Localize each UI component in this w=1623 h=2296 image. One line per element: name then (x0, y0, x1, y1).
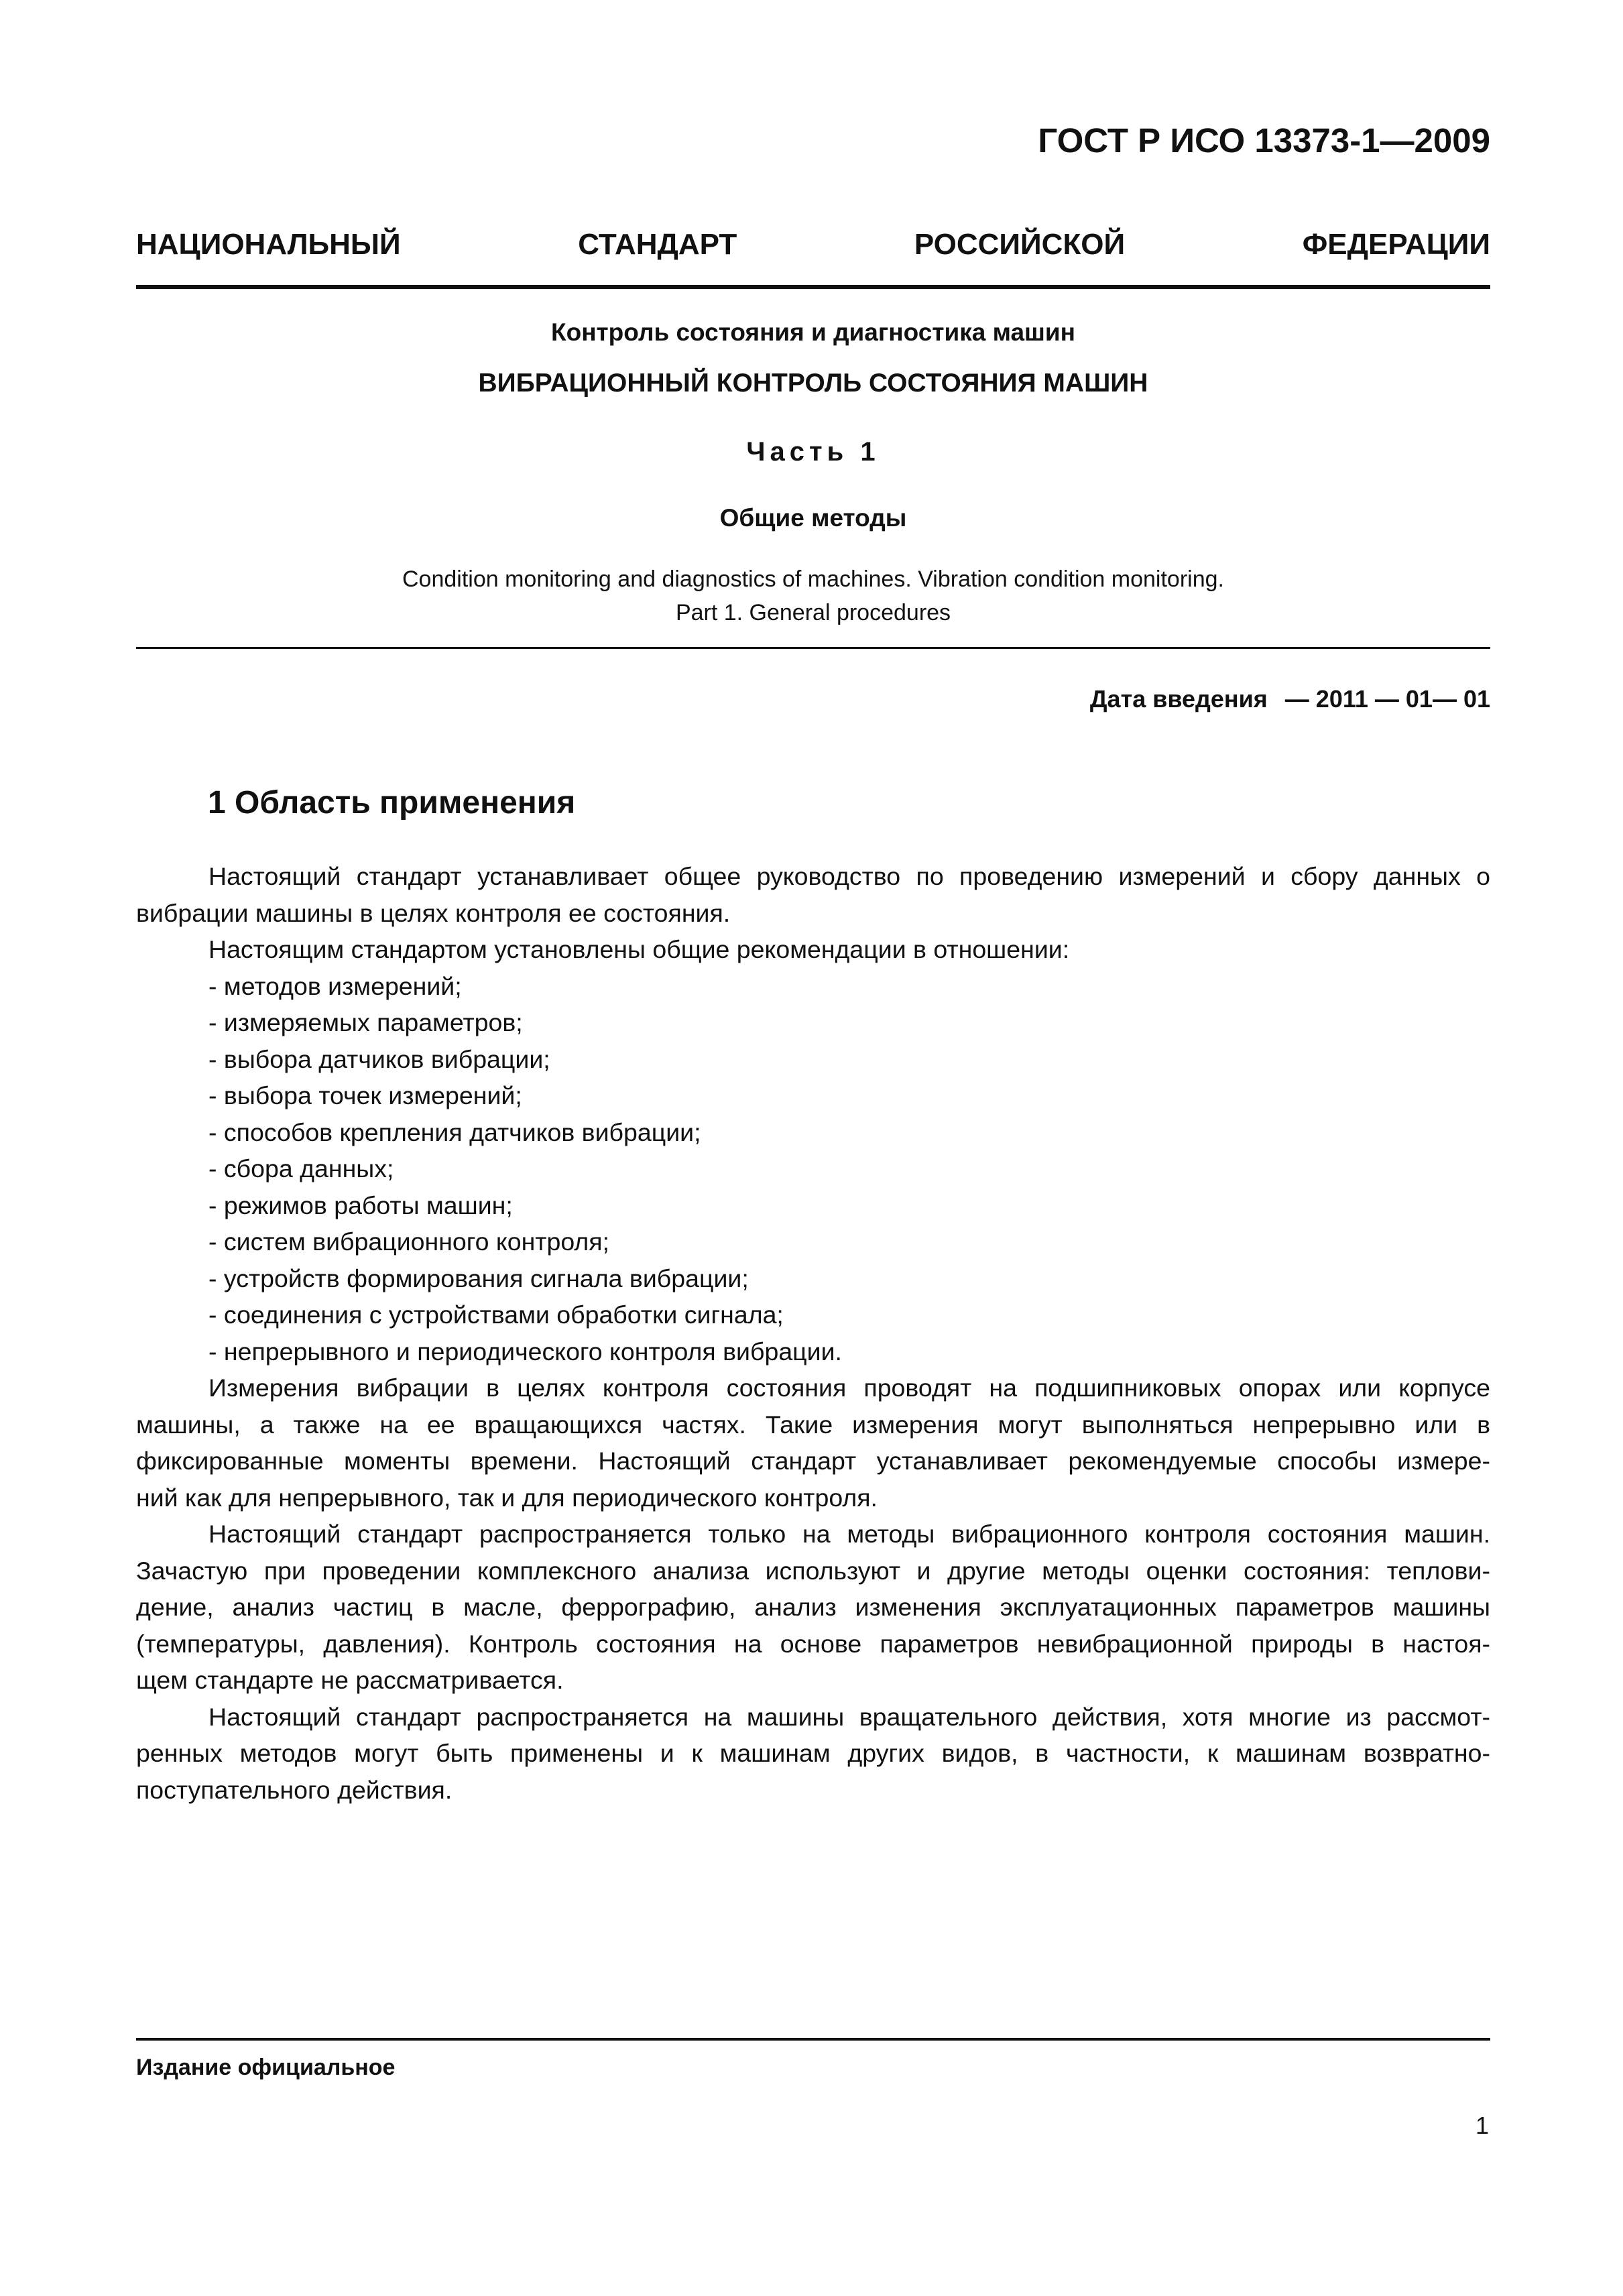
list-item: - соединения с устройствами обработки сигнала; (208, 1301, 784, 1329)
title-divider (136, 647, 1490, 649)
list-item: - методов измерений; (208, 971, 462, 1000)
body-line: ний как для непрерывного, так и для периодического контроля. (136, 1483, 878, 1512)
body-line: Настоящий стандарт распространяется только на методы вибрационного контроля состояния машин. (208, 1520, 1490, 1548)
list-item: - выбора точек измерений; (208, 1081, 522, 1109)
body-line: Настоящий стандарт устанавливает общее руководство по проведению измерений и сбору данных о (208, 862, 1490, 890)
title-en-line-1: Condition monitoring and diagnostics of machines. Vibration condition monitoring. (402, 566, 1224, 592)
official-edition-label: Издание официальное (136, 2055, 396, 2080)
list-item: - сбора данных; (208, 1154, 394, 1183)
top-divider (136, 285, 1490, 289)
list-item: - устройств формирования сигнала вибрации; (208, 1264, 749, 1292)
title-ru-line-1: Контроль состояния и диагностика машин (551, 318, 1075, 346)
body-line: Зачастую при проведении комплексного анализа используют и другие методы оценки состояния: теплови- (136, 1556, 1490, 1585)
list-item: - выбора датчиков вибрации; (208, 1044, 550, 1073)
footer-divider (136, 2038, 1490, 2041)
introduction-date-label: Дата введения (1089, 685, 1268, 713)
national-standard-banner: НАЦИОНАЛЬНЫЙ СТАНДАРТ РОССИЙСКОЙ ФЕДЕРАЦИИ (136, 228, 1490, 261)
body-line: вибрации машины в целях контроля ее состояния. (136, 898, 731, 927)
body-line: (температуры, давления). Контроль состояния на основе параметров невибрационной природы в настоя- (136, 1629, 1490, 1658)
part-title: Общие методы (719, 504, 907, 532)
body-line: дение, анализ частиц в масле, феррографию, анализ изменения эксплуатационных параметров машины (136, 1593, 1490, 1621)
list-item: - способов крепления датчиков вибрации; (208, 1117, 701, 1146)
body-line: поступательного действия. (136, 1775, 453, 1804)
list-item: - непрерывного и периодического контроля вибрации. (208, 1337, 842, 1366)
title-en-line-2: Part 1. General procedures (675, 600, 951, 625)
body-line: Настоящим стандартом установлены общие рекомендации в отношении: (208, 935, 1070, 963)
page-number: 1 (1475, 2112, 1489, 2139)
part-label: Часть 1 (746, 437, 880, 467)
body-line: машины, а также на ее вращающихся частях. Такие измерения могут выполняться непрерывно или в (136, 1410, 1490, 1439)
list-item: - измеряемых параметров; (208, 1008, 523, 1036)
introduction-date-value: — 2011 — 01— 01 (1284, 685, 1490, 713)
body-line: Настоящий стандарт распространяется на машины вращательного действия, хотя многие из рассмот- (208, 1702, 1490, 1731)
body-line: ренных методов могут быть применены и к машинам других видов, в частности, к машинам возвратно- (136, 1739, 1490, 1767)
body-line: фиксированные моменты времени. Настоящий стандарт устанавливает рекомендуемые способы измере- (136, 1447, 1490, 1475)
body-line: щем стандарте не рассматривается. (136, 1666, 564, 1694)
title-ru-line-2: ВИБРАЦИОННЫЙ КОНТРОЛЬ СОСТОЯНИЯ МАШИН (478, 369, 1148, 398)
body-line: Измерения вибрации в целях контроля состояния проводят на подшипниковых опорах или корпусе (208, 1374, 1490, 1402)
introduction-date (1090, 685, 1490, 713)
list-item: - режимов работы машин; (208, 1191, 513, 1219)
list-item: - систем вибрационного контроля; (208, 1227, 609, 1256)
section-body (136, 858, 1490, 1808)
section-heading: 1 Область применения (208, 785, 576, 821)
document-number: ГОСТ Р ИСО 13373-1—2009 (1038, 121, 1490, 160)
